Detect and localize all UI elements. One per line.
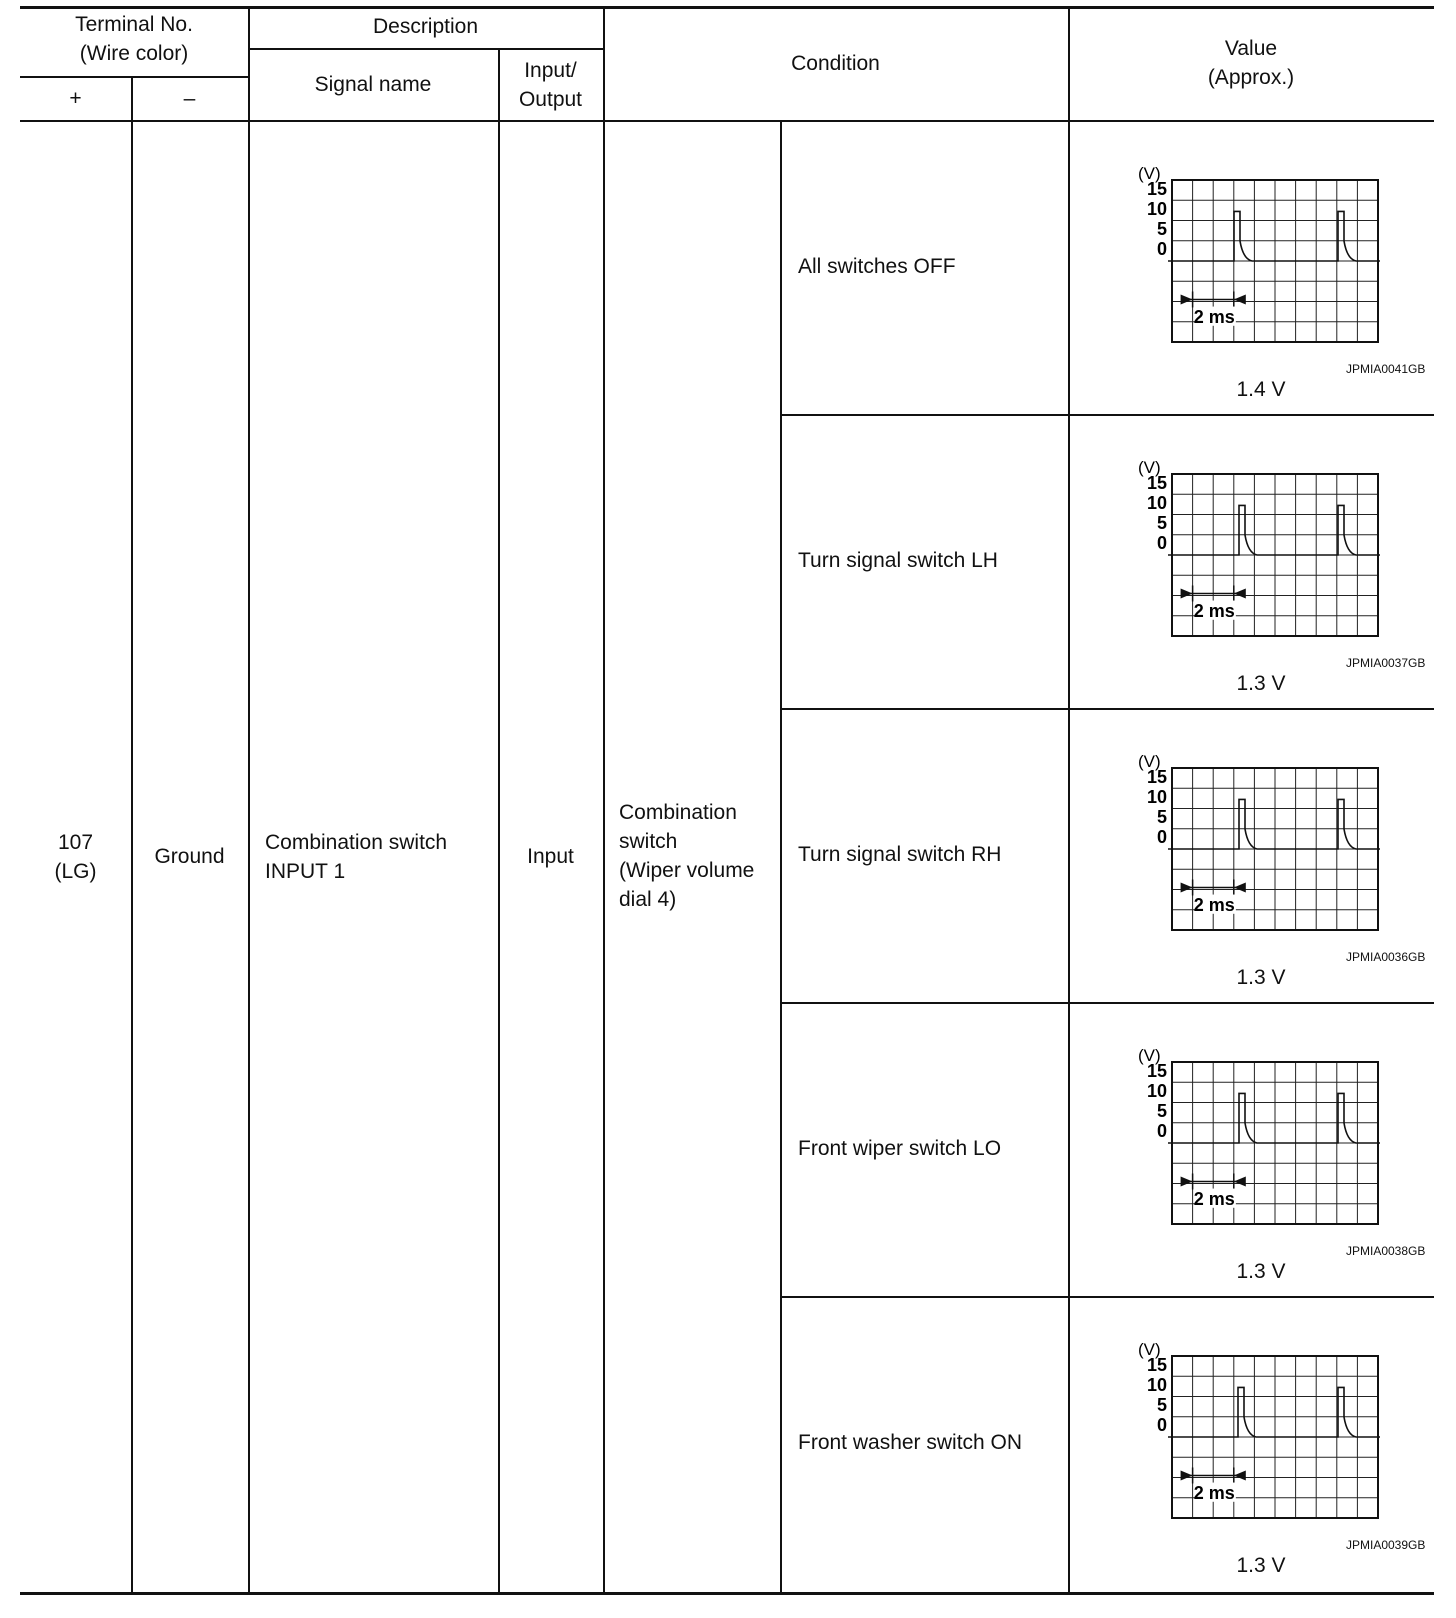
header-input-output: Input/ Output bbox=[518, 59, 583, 111]
image-id: JPMIA0041GB bbox=[1346, 362, 1426, 376]
y-tick-label: 0 bbox=[1156, 1121, 1167, 1141]
y-tick-label: 15 bbox=[1146, 473, 1167, 493]
y-tick-label: 0 bbox=[1156, 1415, 1167, 1435]
time-div-label: 2 ms bbox=[1193, 600, 1235, 621]
y-tick-label: 15 bbox=[1146, 1355, 1167, 1375]
terminal-table bbox=[20, 6, 1434, 1596]
y-tick-label: 10 bbox=[1146, 787, 1167, 807]
approx-value: 1.3 V bbox=[1236, 672, 1286, 695]
value-cell bbox=[1068, 122, 1454, 414]
scope-svg bbox=[1130, 166, 1380, 351]
value-cell bbox=[1068, 416, 1454, 708]
approx-value: 1.3 V bbox=[1236, 1554, 1286, 1577]
value-cell bbox=[1068, 710, 1454, 1002]
time-div-label: 2 ms bbox=[1193, 1482, 1235, 1503]
y-tick-label: 15 bbox=[1146, 1061, 1167, 1081]
scope-svg bbox=[1130, 1048, 1380, 1233]
value-cell bbox=[1068, 1298, 1454, 1590]
y-tick-label: 5 bbox=[1156, 513, 1167, 533]
y-tick-label: 5 bbox=[1156, 219, 1167, 239]
time-div-label: 2 ms bbox=[1193, 306, 1235, 327]
time-div-label: 2 ms bbox=[1193, 1188, 1235, 1209]
y-tick-label: 15 bbox=[1146, 767, 1167, 787]
condition-main: Combination switch (Wiper volume dial 4) bbox=[619, 801, 755, 911]
approx-value: 1.3 V bbox=[1236, 1260, 1286, 1283]
oscilloscope-waveform bbox=[1130, 166, 1380, 351]
header-plus: + bbox=[69, 87, 82, 110]
y-tick-label: 15 bbox=[1146, 179, 1167, 199]
sub-condition-label: All switches OFF bbox=[798, 255, 956, 278]
scope-svg bbox=[1130, 1342, 1380, 1527]
y-tick-label: 5 bbox=[1156, 1101, 1167, 1121]
scope-svg bbox=[1130, 460, 1380, 645]
header-signal-name: Signal name bbox=[314, 73, 432, 96]
image-id: JPMIA0036GB bbox=[1346, 950, 1426, 964]
unit-label: (V) bbox=[1138, 754, 1161, 771]
y-tick-label: 10 bbox=[1146, 493, 1167, 513]
header-condition: Condition bbox=[791, 52, 880, 75]
terminal-minus: Ground bbox=[154, 845, 225, 868]
y-tick-label: 5 bbox=[1156, 807, 1167, 827]
scope-svg bbox=[1130, 754, 1380, 939]
unit-label: (V) bbox=[1138, 460, 1161, 477]
y-tick-label: 10 bbox=[1146, 1375, 1167, 1395]
header-description: Description bbox=[372, 15, 479, 38]
oscilloscope-waveform bbox=[1130, 1342, 1380, 1527]
sub-condition-label: Turn signal switch LH bbox=[798, 549, 998, 572]
approx-value: 1.3 V bbox=[1236, 966, 1286, 989]
y-tick-label: 10 bbox=[1146, 199, 1167, 219]
unit-label: (V) bbox=[1138, 166, 1161, 183]
unit-label: (V) bbox=[1138, 1048, 1161, 1065]
terminal-plus: 107 (LG) bbox=[54, 831, 97, 883]
y-tick-label: 5 bbox=[1156, 1395, 1167, 1415]
image-id: JPMIA0038GB bbox=[1346, 1244, 1426, 1258]
y-tick-label: 0 bbox=[1156, 533, 1167, 553]
value-cell bbox=[1068, 1004, 1454, 1296]
image-id: JPMIA0039GB bbox=[1346, 1538, 1426, 1552]
y-tick-label: 10 bbox=[1146, 1081, 1167, 1101]
sub-condition-label: Front wiper switch LO bbox=[798, 1137, 1002, 1160]
oscilloscope-waveform bbox=[1130, 1048, 1380, 1233]
header-terminal-no: Terminal No. (Wire color) bbox=[75, 13, 193, 65]
sub-condition-label: Front washer switch ON bbox=[798, 1431, 1023, 1454]
unit-label: (V) bbox=[1138, 1342, 1161, 1359]
image-id: JPMIA0037GB bbox=[1346, 656, 1426, 670]
oscilloscope-waveform bbox=[1130, 460, 1380, 645]
signal-name: Combination switch INPUT 1 bbox=[265, 831, 448, 883]
approx-value: 1.4 V bbox=[1236, 378, 1286, 401]
y-tick-label: 0 bbox=[1156, 827, 1167, 847]
y-tick-label: 0 bbox=[1156, 239, 1167, 259]
sub-condition-label: Turn signal switch RH bbox=[798, 843, 1002, 866]
oscilloscope-waveform bbox=[1130, 754, 1380, 939]
header-minus: – bbox=[183, 87, 196, 110]
time-div-label: 2 ms bbox=[1193, 894, 1235, 915]
header-value: Value (Approx.) bbox=[1207, 37, 1295, 89]
io-direction: Input bbox=[527, 845, 574, 868]
